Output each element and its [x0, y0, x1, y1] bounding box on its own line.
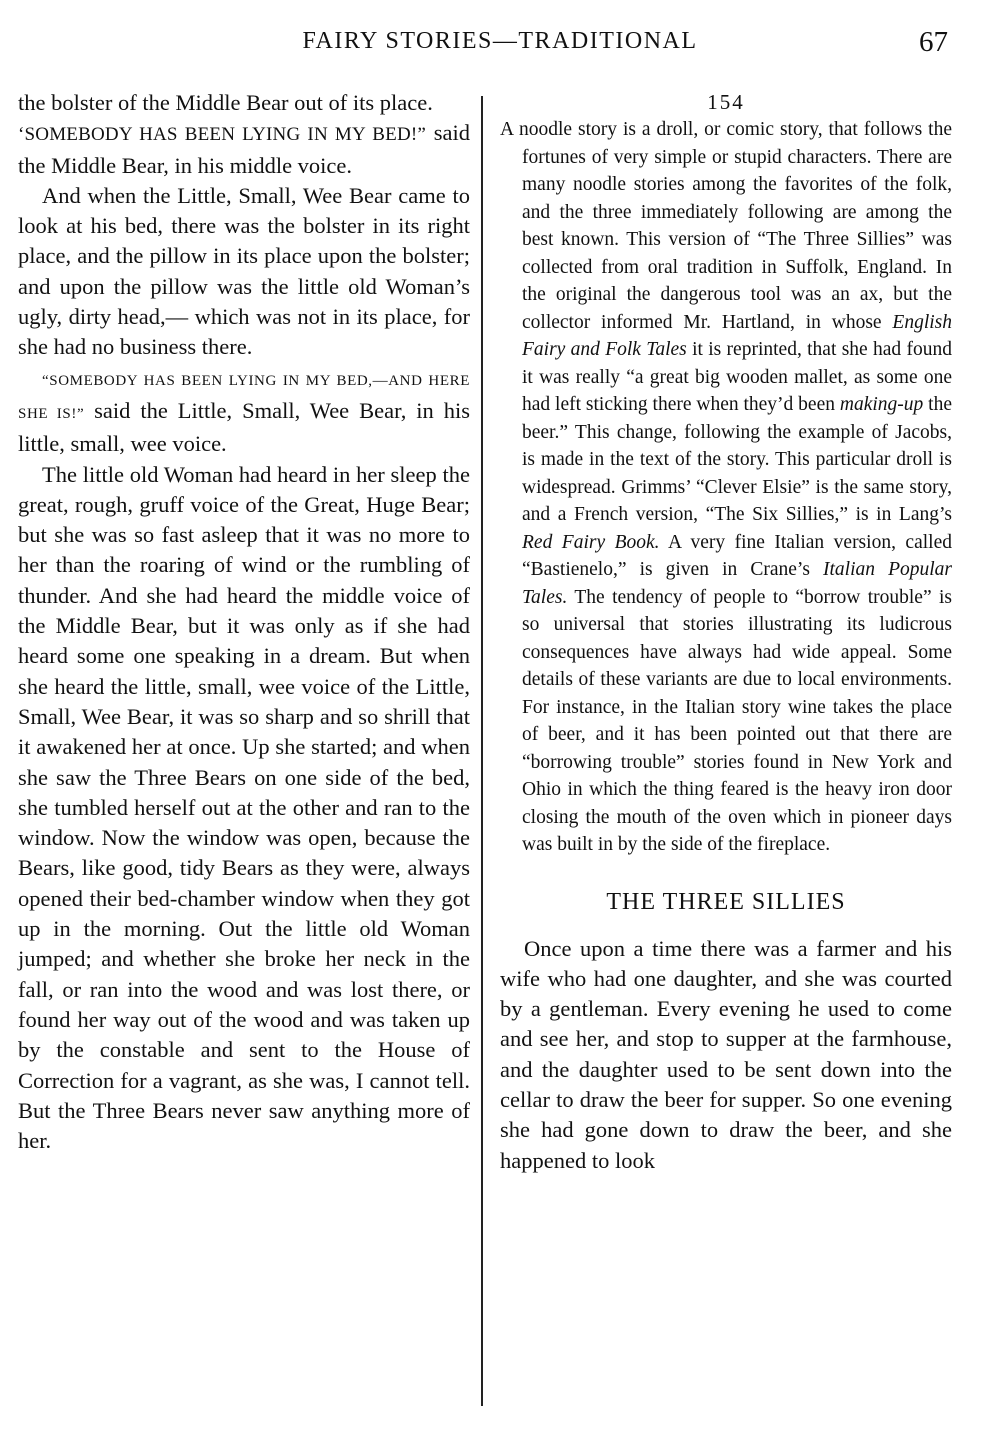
paragraph: And when the Little, Small, Wee Bear came to look at his bed, there was the bolster in its right place, and the pillow in its place upon the bolster; and upon the pillow was the little old Woman’s ugly, dirty head,— which was not in its place, for she had no business there. — [18, 182, 470, 360]
note-text: A noodle story is a droll, or comic story, that follows the fortunes of very simple or stupid characters. There are many noodle stories among the favorites of the folk, and the three immediately following are among the best known. This version of “The Three Sillies” was collected from oral tradition in Suffolk, England. In the original the dangerous tool was an ax, but the collector informed Mr. Hartland, in whose — [500, 119, 952, 333]
paragraph — [18, 118, 470, 181]
note-text: A very fine Italian version, called “Bastienelo,” is given in Crane’s — [522, 531, 952, 580]
shouted-line: ‘SOMEBODY HAS BEEN LYING IN MY BED!” — [18, 124, 427, 146]
running-title: FAIRY STORIES—TRADITIONAL — [302, 28, 698, 54]
book-title: English Fairy and Folk Tales — [522, 311, 952, 360]
shouted-line: “SOMEBODY HAS BEEN LYING IN MY BED,—AND HERE SHE IS!” — [18, 372, 470, 422]
right-column — [500, 88, 952, 1176]
paragraph-text: said the Middle Bear, in his middle voice. — [18, 120, 470, 178]
note-text: the beer.” This change, following the example of Jacobs, is made in the text of the story. This particular droll is widespread. Grimms’ “Clever Elsie” is the same story, and a French version, “The Six Sillies,” is in Lang’s — [522, 394, 952, 525]
note-text: The tendency of people to “borrow trouble” is so universal that stories illustrating its ludicrous consequences have always had wide appeal. Some details of these variants are due to local environments. For instance, in the Italian story wine takes the place of beer, and it has been pointed out that there are “borrowing trouble” stories found in New York and Ohio in which the thing feared is the heavy iron door closing the mouth of the oven which in pioneer days was built in by the side of the fireplace. — [522, 586, 952, 855]
editorial-note — [500, 116, 952, 859]
page-number: 67 — [919, 26, 948, 58]
story-title: THE THREE SILLIES — [606, 888, 846, 915]
paragraph-text: said the Little, Small, Wee Bear, in his little, small, wee voice. — [18, 397, 470, 457]
book-title: Italian Popular Tales. — [522, 559, 953, 608]
paragraph: the bolster of the Middle Bear out of its place. — [18, 90, 433, 115]
column-divider — [481, 96, 483, 1406]
paragraph — [18, 363, 470, 460]
running-head — [0, 28, 1000, 68]
book-title: Red Fairy Book. — [522, 531, 660, 553]
left-column — [18, 88, 470, 1156]
emphasis: making-up — [839, 394, 924, 415]
paragraph: Once upon a time there was a farmer and his wife who had one daughter, and she was courted by a gentleman. Every evening he used to come and see her, and stop to supper at the farmhouse, and the daughter used to be sent down into the cellar to draw the beer for supper. So one evening she had gone down to draw the beer, and she happened to look — [500, 935, 952, 1173]
paragraph: The little old Woman had heard in her sleep the great, rough, gruff voice of the Great, Huge Bear; but she was so fast asleep that it was no more to her than the roaring of wind or the rumbling of thunder. And she had heard the middle voice of the Middle Bear, but it was only as if she had heard some one speaking in a dream. But when she heard the little, small, wee voice of the Little, Small, Wee Bear, it was so sharp and so shrill that it awakened her at once. Up she started; and when she saw the Three Bears on one side of the bed, she tumbled herself out at the other and ran to the window. Now the window was open, because the Bears, like good, tidy Bears as they were, always opened their bed-chamber window when they got up in the morning. Out the little old Woman jumped; and whether she broke her neck in the fall, or ran into the wood and was lost there, or found her way out of the wood and was taken up by the constable and sent to the House of Correction for a vagrant, as she was, I cannot tell. But the Three Bears never saw anything more of her. — [18, 461, 470, 1154]
note-number: 154 — [707, 90, 745, 114]
note-text: it is reprinted, that she had found it was really “a great big wooden mallet, as some one had left sticking there when they’d been — [522, 339, 952, 415]
